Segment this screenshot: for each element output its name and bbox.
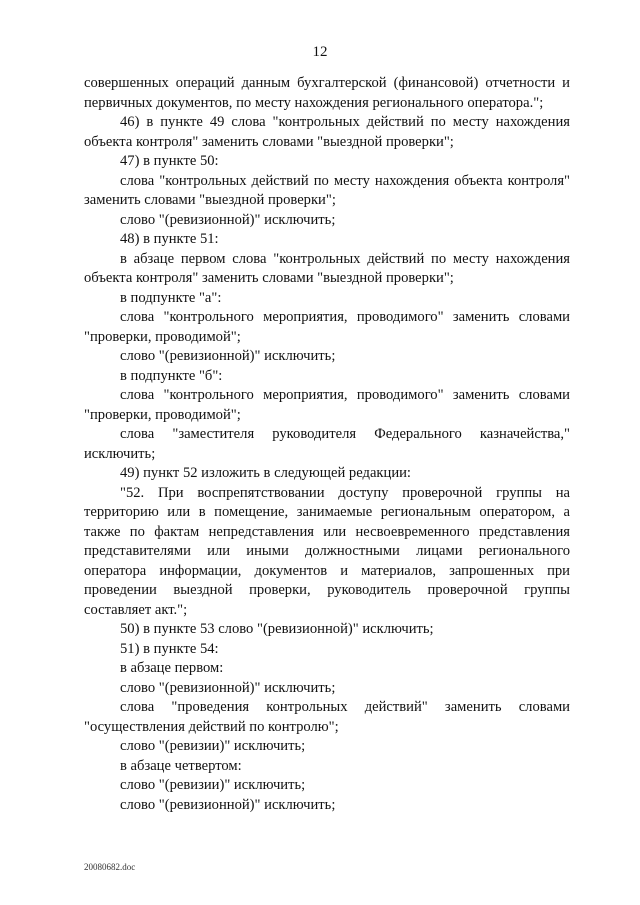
item-48-a-words: слова "контрольного мероприятия, проводимого" заменить словами "проверки, проводимой";	[84, 309, 570, 345]
item-48-subpoint-b: в подпункте "б":	[120, 367, 223, 384]
item-47-words: слова "контрольных действий по месту нахождения объекта контроля" заменить словами "выездной проверки";	[84, 172, 570, 208]
item-51-first-paragraph: в абзаце первом:	[120, 660, 224, 676]
page-number: 12	[312, 44, 328, 60]
item-51: 51) в пункте 54:	[120, 640, 219, 657]
item-48-first-paragraph: в абзаце первом слова "контрольных действий по месту нахождения объекта контроля" заменить словами "выездной проверки";	[84, 250, 570, 286]
item-48: 48) в пункте 51:	[120, 231, 219, 247]
item-51-words: слова "проведения контрольных действий" заменить словами "осуществления действий по контролю";	[84, 699, 570, 735]
file-name-footer: 20080682.doc	[84, 862, 136, 872]
document-body	[84, 74, 570, 815]
item-47-word: слово "(ревизионной)" исключить;	[120, 211, 336, 228]
item-48-b-deputy: слова "заместителя руководителя Федерального казначейства," исключить;	[84, 426, 570, 462]
item-46: 46) в пункте 49 слова "контрольных действий по месту нахождения объекта контроля" заменить словами "выездной проверки";	[84, 114, 570, 150]
item-48-subpoint-a: в подпункте "а":	[120, 289, 222, 306]
item-51-word-3: слово "(ревизии)" исключить;	[120, 777, 306, 793]
item-48-b-words: слова "контрольного мероприятия, проводимого" заменить словами "проверки, проводимой";	[84, 387, 570, 423]
item-49-new-text: "52. При воспрепятствовании доступу проверочной группы на территорию или в помещение, занимаемые региональным оператором, а также по фактам непредставления или несвоевременного представления представителями или иными должностными лицами регионального оператора информации, документов и материалов, запрошенных при проведении выездной проверки, руководитель проверочной группы составляет акт.";	[84, 484, 570, 618]
item-47: 47) в пункте 50:	[120, 153, 219, 169]
paragraph-continuation: совершенных операций данным бухгалтерской (финансовой) отчетности и первичных документов, по месту нахождения регионального оператора.";	[84, 75, 570, 111]
item-48-a-word: слово "(ревизионной)" исключить;	[120, 348, 336, 364]
item-50: 50) в пункте 53 слово "(ревизионной)" исключить;	[120, 621, 434, 637]
item-51-fourth-paragraph: в абзаце четвертом:	[120, 757, 242, 774]
item-51-word-4: слово "(ревизионной)" исключить;	[120, 796, 336, 813]
item-51-word-2: слово "(ревизии)" исключить;	[120, 738, 306, 754]
item-49: 49) пункт 52 изложить в следующей редакции:	[120, 465, 411, 481]
item-51-word-1: слово "(ревизионной)" исключить;	[120, 679, 336, 696]
